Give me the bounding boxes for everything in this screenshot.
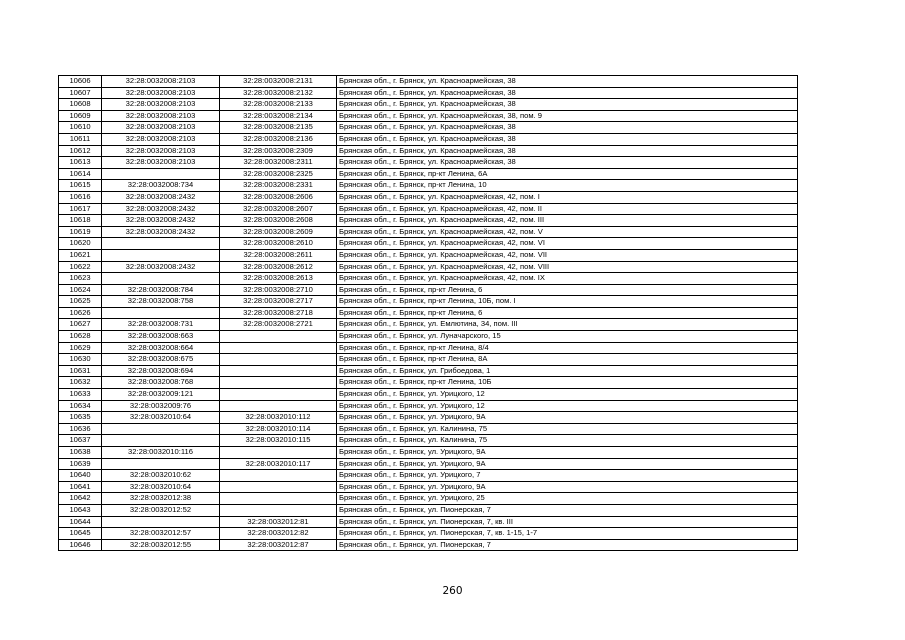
row-number-cell: 10610: [59, 122, 102, 134]
address-cell: Брянская обл., г. Брянск, пр-кт Ленина, 8/4: [337, 342, 798, 354]
new-cadastral-number-cell: 32:28:0032008:2135: [220, 122, 337, 134]
row-number-cell: 10606: [59, 76, 102, 88]
table-row: [59, 180, 798, 192]
old-cadastral-number-cell: [102, 273, 220, 285]
old-cadastral-number-cell: [102, 307, 220, 319]
row-number-cell: 10626: [59, 307, 102, 319]
row-number-cell: 10622: [59, 261, 102, 273]
new-cadastral-number-cell: [220, 400, 337, 412]
page-number: 260: [442, 585, 463, 597]
table-row: [59, 493, 798, 505]
row-number-cell: 10618: [59, 215, 102, 227]
table-row: [59, 238, 798, 250]
address-cell: Брянская обл., г. Брянск, ул. Пионерская, 7, кв. III: [337, 516, 798, 528]
address-cell: Брянская обл., г. Брянск, ул. Урицкого, 9А: [337, 447, 798, 459]
new-cadastral-number-cell: [220, 365, 337, 377]
table-row: [59, 133, 798, 145]
row-number-cell: 10607: [59, 87, 102, 99]
row-number-cell: 10641: [59, 481, 102, 493]
table-row: [59, 458, 798, 470]
new-cadastral-number-cell: 32:28:0032012:81: [220, 516, 337, 528]
table-row: [59, 226, 798, 238]
row-number-cell: 10621: [59, 249, 102, 261]
address-cell: Брянская обл., г. Брянск, ул. Пионерская, 7: [337, 539, 798, 551]
row-number-cell: 10635: [59, 412, 102, 424]
new-cadastral-number-cell: 32:28:0032010:114: [220, 423, 337, 435]
new-cadastral-number-cell: 32:28:0032012:82: [220, 528, 337, 540]
row-number-cell: 10620: [59, 238, 102, 250]
new-cadastral-number-cell: 32:28:0032008:2611: [220, 249, 337, 261]
new-cadastral-number-cell: 32:28:0032012:87: [220, 539, 337, 551]
address-cell: Брянская обл., г. Брянск, ул. Красноармейская, 42, пом. V: [337, 226, 798, 238]
new-cadastral-number-cell: [220, 504, 337, 516]
row-number-cell: 10645: [59, 528, 102, 540]
address-cell: Брянская обл., г. Брянск, ул. Красноармейская, 38, пом. 9: [337, 110, 798, 122]
row-number-cell: 10644: [59, 516, 102, 528]
table-row: [59, 528, 798, 540]
old-cadastral-number-cell: 32:28:0032008:2103: [102, 110, 220, 122]
old-cadastral-number-cell: 32:28:0032008:663: [102, 331, 220, 343]
old-cadastral-number-cell: 32:28:0032012:52: [102, 504, 220, 516]
cadastral-table-body: [59, 76, 798, 551]
new-cadastral-number-cell: 32:28:0032008:2609: [220, 226, 337, 238]
row-number-cell: 10638: [59, 447, 102, 459]
address-cell: Брянская обл., г. Брянск, пр-кт Ленина, 6А: [337, 168, 798, 180]
table-row: [59, 400, 798, 412]
new-cadastral-number-cell: 32:28:0032008:2606: [220, 191, 337, 203]
new-cadastral-number-cell: [220, 470, 337, 482]
address-cell: Брянская обл., г. Брянск, ул. Красноармейская, 42, пом. II: [337, 203, 798, 215]
row-number-cell: 10631: [59, 365, 102, 377]
old-cadastral-number-cell: [102, 435, 220, 447]
address-cell: Брянская обл., г. Брянск, ул. Красноармейская, 38: [337, 145, 798, 157]
new-cadastral-number-cell: 32:28:0032008:2134: [220, 110, 337, 122]
table-row: [59, 261, 798, 273]
new-cadastral-number-cell: [220, 493, 337, 505]
table-row: [59, 87, 798, 99]
cadastral-table: [58, 75, 798, 551]
address-cell: Брянская обл., г. Брянск, пр-кт Ленина, 6: [337, 307, 798, 319]
row-number-cell: 10630: [59, 354, 102, 366]
table-row: [59, 296, 798, 308]
address-cell: Брянская обл., г. Брянск, ул. Красноармейская, 42, пом. III: [337, 215, 798, 227]
row-number-cell: 10623: [59, 273, 102, 285]
new-cadastral-number-cell: 32:28:0032008:2325: [220, 168, 337, 180]
row-number-cell: 10639: [59, 458, 102, 470]
address-cell: Брянская обл., г. Брянск, ул. Грибоедова, 1: [337, 365, 798, 377]
address-cell: Брянская обл., г. Брянск, ул. Красноармейская, 42, пом. I: [337, 191, 798, 203]
table-row: [59, 435, 798, 447]
new-cadastral-number-cell: 32:28:0032008:2311: [220, 157, 337, 169]
new-cadastral-number-cell: [220, 447, 337, 459]
new-cadastral-number-cell: 32:28:0032008:2132: [220, 87, 337, 99]
old-cadastral-number-cell: 32:28:0032010:64: [102, 412, 220, 424]
new-cadastral-number-cell: 32:28:0032008:2718: [220, 307, 337, 319]
table-row: [59, 481, 798, 493]
address-cell: Брянская обл., г. Брянск, ул. Пионерская, 7: [337, 504, 798, 516]
table-row: [59, 354, 798, 366]
old-cadastral-number-cell: [102, 238, 220, 250]
address-cell: Брянская обл., г. Брянск, ул. Урицкого, 9А: [337, 412, 798, 424]
table-row: [59, 284, 798, 296]
table-row: [59, 539, 798, 551]
address-cell: Брянская обл., г. Брянск, ул. Красноармейская, 42, пом. IX: [337, 273, 798, 285]
address-cell: Брянская обл., г. Брянск, ул. Красноармейская, 38: [337, 76, 798, 88]
table-row: [59, 331, 798, 343]
address-cell: Брянская обл., г. Брянск, ул. Красноармейская, 42, пом. VII: [337, 249, 798, 261]
address-cell: Брянская обл., г. Брянск, ул. Красноармейская, 38: [337, 157, 798, 169]
old-cadastral-number-cell: 32:28:0032008:734: [102, 180, 220, 192]
row-number-cell: 10616: [59, 191, 102, 203]
old-cadastral-number-cell: 32:28:0032009:121: [102, 389, 220, 401]
row-number-cell: 10615: [59, 180, 102, 192]
address-cell: Брянская обл., г. Брянск, пр-кт Ленина, 8А: [337, 354, 798, 366]
old-cadastral-number-cell: 32:28:0032008:2103: [102, 76, 220, 88]
new-cadastral-number-cell: 32:28:0032010:117: [220, 458, 337, 470]
row-number-cell: 10636: [59, 423, 102, 435]
table-row: [59, 76, 798, 88]
old-cadastral-number-cell: 32:28:0032010:64: [102, 481, 220, 493]
table-row: [59, 215, 798, 227]
table-row: [59, 516, 798, 528]
address-cell: Брянская обл., г. Брянск, пр-кт Ленина, 10Б, пом. I: [337, 296, 798, 308]
row-number-cell: 10634: [59, 400, 102, 412]
old-cadastral-number-cell: 32:28:0032010:116: [102, 447, 220, 459]
address-cell: Брянская обл., г. Брянск, ул. Урицкого, 12: [337, 389, 798, 401]
old-cadastral-number-cell: 32:28:0032010:62: [102, 470, 220, 482]
new-cadastral-number-cell: 32:28:0032008:2613: [220, 273, 337, 285]
table-row: [59, 99, 798, 111]
old-cadastral-number-cell: 32:28:0032008:2432: [102, 191, 220, 203]
old-cadastral-number-cell: 32:28:0032008:758: [102, 296, 220, 308]
table-row: [59, 157, 798, 169]
table-row: [59, 191, 798, 203]
address-cell: Брянская обл., г. Брянск, ул. Урицкого, 12: [337, 400, 798, 412]
table-row: [59, 389, 798, 401]
old-cadastral-number-cell: 32:28:0032008:2103: [102, 157, 220, 169]
row-number-cell: 10625: [59, 296, 102, 308]
new-cadastral-number-cell: 32:28:0032008:2717: [220, 296, 337, 308]
table-row: [59, 203, 798, 215]
address-cell: Брянская обл., г. Брянск, ул. Красноармейская, 38: [337, 133, 798, 145]
table-row: [59, 365, 798, 377]
new-cadastral-number-cell: 32:28:0032008:2133: [220, 99, 337, 111]
new-cadastral-number-cell: [220, 481, 337, 493]
address-cell: Брянская обл., г. Брянск, пр-кт Ленина, 10: [337, 180, 798, 192]
row-number-cell: 10609: [59, 110, 102, 122]
new-cadastral-number-cell: [220, 377, 337, 389]
old-cadastral-number-cell: 32:28:0032008:2103: [102, 99, 220, 111]
new-cadastral-number-cell: 32:28:0032008:2721: [220, 319, 337, 331]
row-number-cell: 10640: [59, 470, 102, 482]
table-row: [59, 145, 798, 157]
row-number-cell: 10629: [59, 342, 102, 354]
old-cadastral-number-cell: 32:28:0032008:675: [102, 354, 220, 366]
old-cadastral-number-cell: 32:28:0032008:2103: [102, 87, 220, 99]
new-cadastral-number-cell: [220, 342, 337, 354]
new-cadastral-number-cell: 32:28:0032008:2710: [220, 284, 337, 296]
table-row: [59, 273, 798, 285]
address-cell: Брянская обл., г. Брянск, пр-кт Ленина, 6: [337, 284, 798, 296]
row-number-cell: 10608: [59, 99, 102, 111]
new-cadastral-number-cell: [220, 389, 337, 401]
table-row: [59, 319, 798, 331]
address-cell: Брянская обл., г. Брянск, пр-кт Ленина, 10Б: [337, 377, 798, 389]
old-cadastral-number-cell: 32:28:0032012:57: [102, 528, 220, 540]
address-cell: Брянская обл., г. Брянск, ул. Красноармейская, 38: [337, 122, 798, 134]
address-cell: Брянская обл., г. Брянск, ул. Калинина, 75: [337, 435, 798, 447]
address-cell: Брянская обл., г. Брянск, ул. Луначарского, 15: [337, 331, 798, 343]
old-cadastral-number-cell: 32:28:0032008:784: [102, 284, 220, 296]
old-cadastral-number-cell: 32:28:0032008:2432: [102, 226, 220, 238]
address-cell: Брянская обл., г. Брянск, ул. Емлютина, 34, пом. III: [337, 319, 798, 331]
old-cadastral-number-cell: 32:28:0032008:2432: [102, 261, 220, 273]
row-number-cell: 10624: [59, 284, 102, 296]
new-cadastral-number-cell: [220, 354, 337, 366]
address-cell: Брянская обл., г. Брянск, ул. Пионерская, 7, кв. 1-15, 1-7: [337, 528, 798, 540]
table-row: [59, 122, 798, 134]
old-cadastral-number-cell: 32:28:0032008:768: [102, 377, 220, 389]
row-number-cell: 10627: [59, 319, 102, 331]
row-number-cell: 10643: [59, 504, 102, 516]
old-cadastral-number-cell: 32:28:0032008:2103: [102, 133, 220, 145]
old-cadastral-number-cell: 32:28:0032008:731: [102, 319, 220, 331]
table-row: [59, 342, 798, 354]
address-cell: Брянская обл., г. Брянск, ул. Красноармейская, 38: [337, 87, 798, 99]
address-cell: Брянская обл., г. Брянск, ул. Урицкого, 9А: [337, 458, 798, 470]
address-cell: Брянская обл., г. Брянск, ул. Красноармейская, 42, пом. VIII: [337, 261, 798, 273]
old-cadastral-number-cell: 32:28:0032012:55: [102, 539, 220, 551]
table-row: [59, 412, 798, 424]
new-cadastral-number-cell: 32:28:0032008:2610: [220, 238, 337, 250]
old-cadastral-number-cell: 32:28:0032008:2432: [102, 215, 220, 227]
row-number-cell: 10619: [59, 226, 102, 238]
new-cadastral-number-cell: 32:28:0032008:2309: [220, 145, 337, 157]
new-cadastral-number-cell: 32:28:0032008:2331: [220, 180, 337, 192]
new-cadastral-number-cell: 32:28:0032008:2607: [220, 203, 337, 215]
new-cadastral-number-cell: 32:28:0032010:115: [220, 435, 337, 447]
old-cadastral-number-cell: [102, 458, 220, 470]
row-number-cell: 10617: [59, 203, 102, 215]
old-cadastral-number-cell: [102, 249, 220, 261]
row-number-cell: 10614: [59, 168, 102, 180]
table-row: [59, 447, 798, 459]
new-cadastral-number-cell: 32:28:0032008:2131: [220, 76, 337, 88]
table-row: [59, 307, 798, 319]
row-number-cell: 10628: [59, 331, 102, 343]
old-cadastral-number-cell: 32:28:0032012:38: [102, 493, 220, 505]
old-cadastral-number-cell: [102, 516, 220, 528]
row-number-cell: 10642: [59, 493, 102, 505]
row-number-cell: 10646: [59, 539, 102, 551]
table-row: [59, 249, 798, 261]
new-cadastral-number-cell: 32:28:0032010:112: [220, 412, 337, 424]
old-cadastral-number-cell: 32:28:0032009:76: [102, 400, 220, 412]
table-row: [59, 470, 798, 482]
old-cadastral-number-cell: 32:28:0032008:694: [102, 365, 220, 377]
address-cell: Брянская обл., г. Брянск, ул. Калинина, 75: [337, 423, 798, 435]
address-cell: Брянская обл., г. Брянск, ул. Красноармейская, 42, пом. VI: [337, 238, 798, 250]
address-cell: Брянская обл., г. Брянск, ул. Урицкого, 9А: [337, 481, 798, 493]
table-row: [59, 377, 798, 389]
row-number-cell: 10633: [59, 389, 102, 401]
address-cell: Брянская обл., г. Брянск, ул. Урицкого, 25: [337, 493, 798, 505]
address-cell: Брянская обл., г. Брянск, ул. Красноармейская, 38: [337, 99, 798, 111]
old-cadastral-number-cell: 32:28:0032008:2103: [102, 145, 220, 157]
row-number-cell: 10637: [59, 435, 102, 447]
old-cadastral-number-cell: 32:28:0032008:2432: [102, 203, 220, 215]
new-cadastral-number-cell: [220, 331, 337, 343]
table-row: [59, 168, 798, 180]
old-cadastral-number-cell: [102, 423, 220, 435]
old-cadastral-number-cell: [102, 168, 220, 180]
address-cell: Брянская обл., г. Брянск, ул. Урицкого, 7: [337, 470, 798, 482]
row-number-cell: 10632: [59, 377, 102, 389]
old-cadastral-number-cell: 32:28:0032008:664: [102, 342, 220, 354]
old-cadastral-number-cell: 32:28:0032008:2103: [102, 122, 220, 134]
row-number-cell: 10613: [59, 157, 102, 169]
new-cadastral-number-cell: 32:28:0032008:2608: [220, 215, 337, 227]
table-row: [59, 110, 798, 122]
table-row: [59, 423, 798, 435]
row-number-cell: 10612: [59, 145, 102, 157]
new-cadastral-number-cell: 32:28:0032008:2612: [220, 261, 337, 273]
table-row: [59, 504, 798, 516]
row-number-cell: 10611: [59, 133, 102, 145]
new-cadastral-number-cell: 32:28:0032008:2136: [220, 133, 337, 145]
